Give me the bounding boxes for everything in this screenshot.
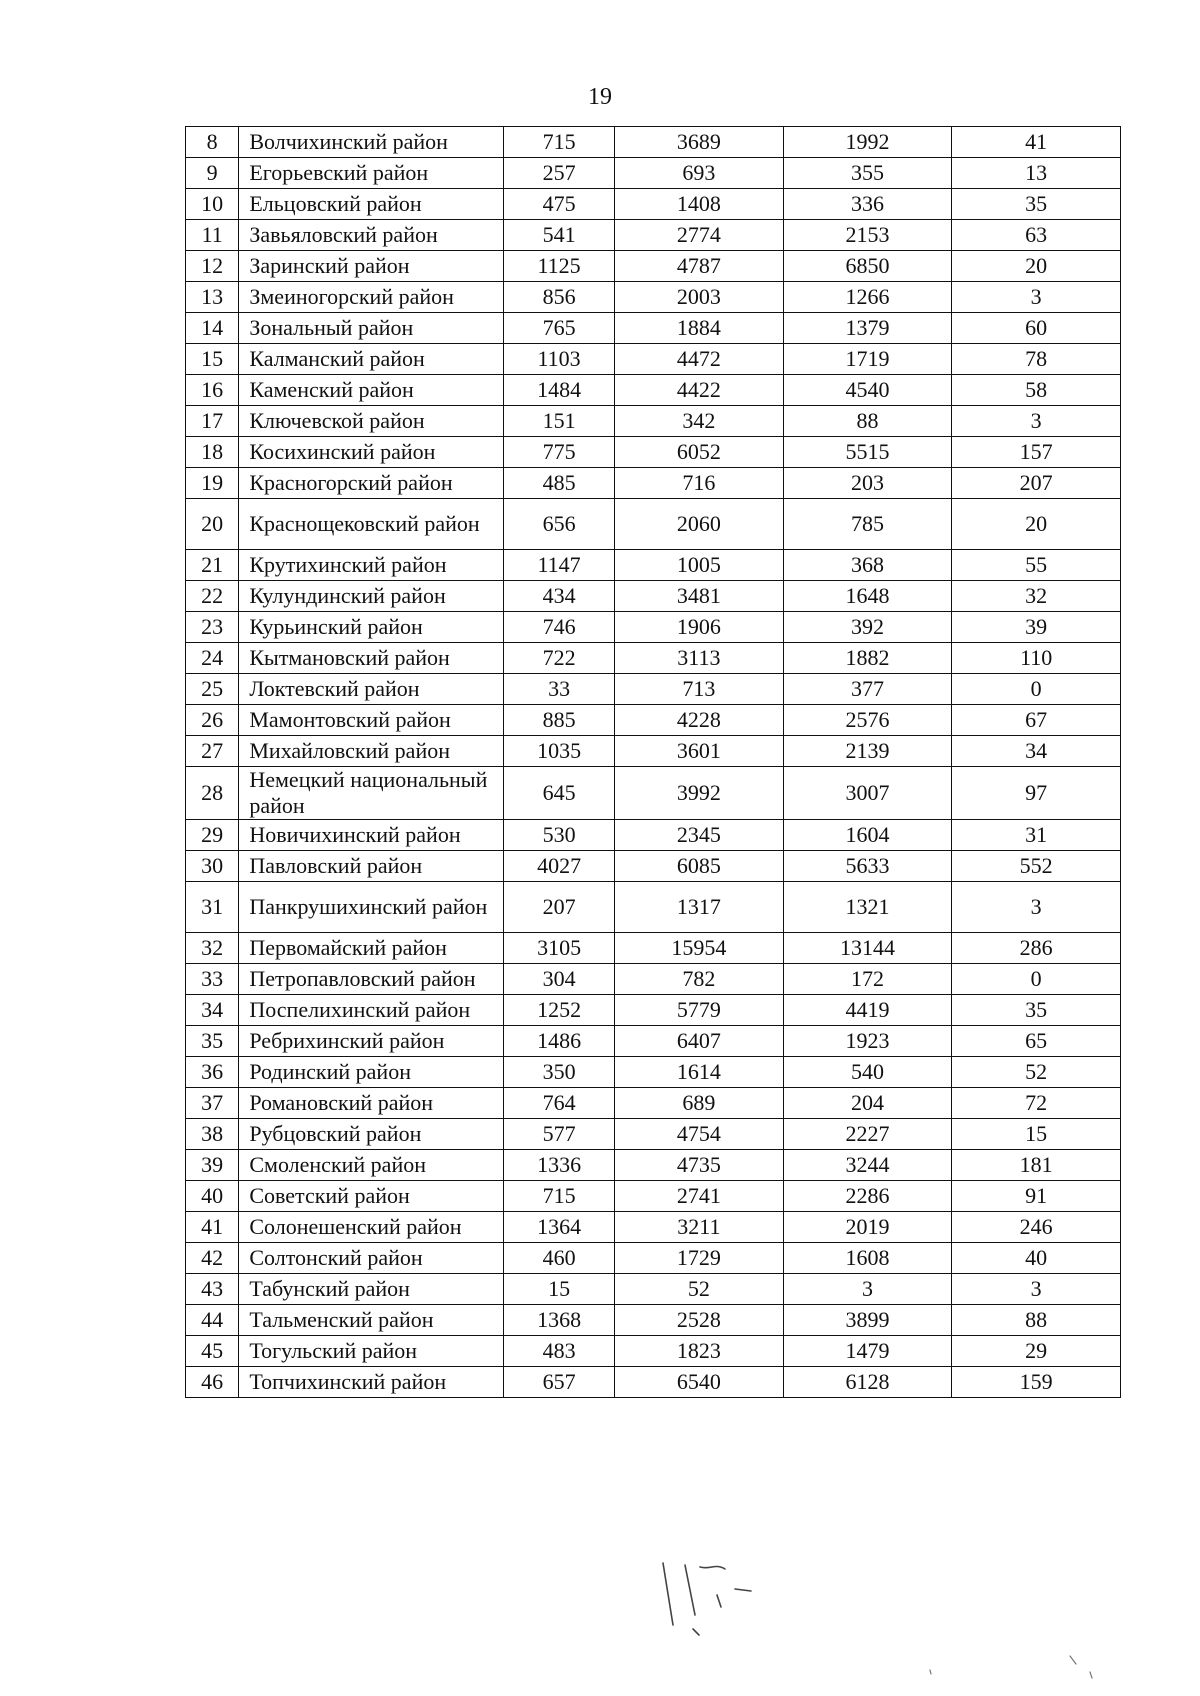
value-col-4: 207 <box>952 468 1121 499</box>
district-name: Табунский район <box>239 1274 504 1305</box>
value-col-1: 460 <box>504 1243 615 1274</box>
value-col-2: 716 <box>615 468 784 499</box>
value-col-4: 72 <box>952 1088 1121 1119</box>
value-col-1: 485 <box>504 468 615 499</box>
district-table <box>185 126 1121 1398</box>
table-row <box>186 736 1121 767</box>
value-col-1: 207 <box>504 882 615 933</box>
value-col-1: 1364 <box>504 1212 615 1243</box>
value-col-1: 856 <box>504 282 615 313</box>
district-name: Локтевский район <box>239 674 504 705</box>
row-number: 32 <box>186 933 239 964</box>
district-name: Ключевской район <box>239 406 504 437</box>
value-col-2: 1729 <box>615 1243 784 1274</box>
table-row <box>186 674 1121 705</box>
page-number: 19 <box>588 84 612 110</box>
value-col-2: 713 <box>615 674 784 705</box>
row-number: 13 <box>186 282 239 313</box>
district-name: Кулундинский район <box>239 581 504 612</box>
value-col-2: 3211 <box>615 1212 784 1243</box>
value-col-1: 722 <box>504 643 615 674</box>
value-col-3: 3007 <box>783 767 952 820</box>
table-row <box>186 437 1121 468</box>
table-row <box>186 313 1121 344</box>
value-col-2: 6407 <box>615 1026 784 1057</box>
value-col-4: 60 <box>952 313 1121 344</box>
table-row <box>186 1305 1121 1336</box>
value-col-1: 541 <box>504 220 615 251</box>
district-name: Змеиногорский район <box>239 282 504 313</box>
district-name: Тальменский район <box>239 1305 504 1336</box>
value-col-4: 29 <box>952 1336 1121 1367</box>
district-name: Ребрихинский район <box>239 1026 504 1057</box>
district-name: Романовский район <box>239 1088 504 1119</box>
value-col-2: 15954 <box>615 933 784 964</box>
value-col-4: 3 <box>952 882 1121 933</box>
district-name: Родинский район <box>239 1057 504 1088</box>
table-row <box>186 375 1121 406</box>
table-row <box>186 220 1121 251</box>
value-col-3: 3 <box>783 1274 952 1305</box>
district-name: Кытмановский район <box>239 643 504 674</box>
row-number: 25 <box>186 674 239 705</box>
value-col-1: 33 <box>504 674 615 705</box>
value-col-3: 4540 <box>783 375 952 406</box>
district-name: Тогульский район <box>239 1336 504 1367</box>
row-number: 27 <box>186 736 239 767</box>
value-col-3: 6128 <box>783 1367 952 1398</box>
row-number: 9 <box>186 158 239 189</box>
value-col-4: 40 <box>952 1243 1121 1274</box>
value-col-4: 34 <box>952 736 1121 767</box>
table-row <box>186 1274 1121 1305</box>
value-col-1: 715 <box>504 1181 615 1212</box>
value-col-2: 3481 <box>615 581 784 612</box>
value-col-3: 1719 <box>783 344 952 375</box>
value-col-2: 3601 <box>615 736 784 767</box>
district-name: Немецкий национальный район <box>239 767 504 820</box>
table-row <box>186 1212 1121 1243</box>
row-number: 12 <box>186 251 239 282</box>
value-col-4: 32 <box>952 581 1121 612</box>
row-number: 20 <box>186 499 239 550</box>
row-number: 37 <box>186 1088 239 1119</box>
value-col-4: 246 <box>952 1212 1121 1243</box>
value-col-2: 2774 <box>615 220 784 251</box>
district-name: Павловский район <box>239 851 504 882</box>
table-row <box>186 158 1121 189</box>
table-row <box>186 406 1121 437</box>
district-name: Советский район <box>239 1181 504 1212</box>
table-row <box>186 1367 1121 1398</box>
row-number: 35 <box>186 1026 239 1057</box>
row-number: 18 <box>186 437 239 468</box>
value-col-2: 2345 <box>615 820 784 851</box>
row-number: 30 <box>186 851 239 882</box>
value-col-1: 1336 <box>504 1150 615 1181</box>
value-col-4: 3 <box>952 282 1121 313</box>
value-col-4: 0 <box>952 674 1121 705</box>
value-col-2: 4472 <box>615 344 784 375</box>
value-col-4: 181 <box>952 1150 1121 1181</box>
value-col-1: 657 <box>504 1367 615 1398</box>
value-col-4: 65 <box>952 1026 1121 1057</box>
value-col-2: 4754 <box>615 1119 784 1150</box>
table-row <box>186 468 1121 499</box>
district-name: Завьяловский район <box>239 220 504 251</box>
table-row <box>186 612 1121 643</box>
value-col-2: 3992 <box>615 767 784 820</box>
value-col-2: 1614 <box>615 1057 784 1088</box>
value-col-4: 39 <box>952 612 1121 643</box>
value-col-2: 1906 <box>615 612 784 643</box>
value-col-2: 2741 <box>615 1181 784 1212</box>
value-col-4: 35 <box>952 189 1121 220</box>
value-col-1: 1103 <box>504 344 615 375</box>
value-col-4: 55 <box>952 550 1121 581</box>
value-col-2: 1884 <box>615 313 784 344</box>
value-col-3: 2576 <box>783 705 952 736</box>
value-col-4: 3 <box>952 406 1121 437</box>
value-col-2: 1823 <box>615 1336 784 1367</box>
table-row <box>186 189 1121 220</box>
value-col-3: 1648 <box>783 581 952 612</box>
value-col-1: 1368 <box>504 1305 615 1336</box>
value-col-4: 20 <box>952 251 1121 282</box>
value-col-3: 1923 <box>783 1026 952 1057</box>
value-col-3: 1266 <box>783 282 952 313</box>
value-col-1: 885 <box>504 705 615 736</box>
value-col-3: 2019 <box>783 1212 952 1243</box>
value-col-1: 434 <box>504 581 615 612</box>
value-col-1: 765 <box>504 313 615 344</box>
row-number: 24 <box>186 643 239 674</box>
row-number: 28 <box>186 767 239 820</box>
value-col-3: 368 <box>783 550 952 581</box>
district-name: Красногорский район <box>239 468 504 499</box>
table-row <box>186 1243 1121 1274</box>
row-number: 34 <box>186 995 239 1026</box>
district-name: Солонешенский район <box>239 1212 504 1243</box>
value-col-3: 5633 <box>783 851 952 882</box>
handwritten-signature <box>655 1555 805 1645</box>
value-col-3: 4419 <box>783 995 952 1026</box>
value-col-3: 1479 <box>783 1336 952 1367</box>
table-row <box>186 1026 1121 1057</box>
value-col-4: 67 <box>952 705 1121 736</box>
value-col-2: 6540 <box>615 1367 784 1398</box>
row-number: 38 <box>186 1119 239 1150</box>
district-name: Солтонский район <box>239 1243 504 1274</box>
table-row <box>186 1336 1121 1367</box>
row-number: 40 <box>186 1181 239 1212</box>
value-col-2: 2003 <box>615 282 784 313</box>
value-col-2: 4422 <box>615 375 784 406</box>
table-row <box>186 1150 1121 1181</box>
value-col-1: 1035 <box>504 736 615 767</box>
table-row <box>186 705 1121 736</box>
table-row <box>186 1057 1121 1088</box>
value-col-4: 78 <box>952 344 1121 375</box>
value-col-3: 3899 <box>783 1305 952 1336</box>
table-row <box>186 933 1121 964</box>
table-row <box>186 1088 1121 1119</box>
row-number: 42 <box>186 1243 239 1274</box>
value-col-4: 159 <box>952 1367 1121 1398</box>
value-col-2: 4228 <box>615 705 784 736</box>
value-col-3: 355 <box>783 158 952 189</box>
value-col-4: 31 <box>952 820 1121 851</box>
district-name: Косихинский район <box>239 437 504 468</box>
value-col-3: 2286 <box>783 1181 952 1212</box>
value-col-1: 577 <box>504 1119 615 1150</box>
table-row <box>186 767 1121 820</box>
district-name: Новичихинский район <box>239 820 504 851</box>
value-col-3: 2139 <box>783 736 952 767</box>
row-number: 21 <box>186 550 239 581</box>
value-col-2: 4735 <box>615 1150 784 1181</box>
value-col-4: 97 <box>952 767 1121 820</box>
row-number: 29 <box>186 820 239 851</box>
table-row <box>186 550 1121 581</box>
value-col-2: 2060 <box>615 499 784 550</box>
value-col-4: 52 <box>952 1057 1121 1088</box>
value-col-2: 693 <box>615 158 784 189</box>
district-name: Волчихинский район <box>239 127 504 158</box>
district-name: Егорьевский район <box>239 158 504 189</box>
district-name: Крутихинский район <box>239 550 504 581</box>
row-number: 8 <box>186 127 239 158</box>
value-col-2: 1005 <box>615 550 784 581</box>
value-col-3: 1608 <box>783 1243 952 1274</box>
value-col-1: 656 <box>504 499 615 550</box>
value-col-2: 6085 <box>615 851 784 882</box>
value-col-1: 350 <box>504 1057 615 1088</box>
table-row <box>186 251 1121 282</box>
value-col-1: 1484 <box>504 375 615 406</box>
value-col-2: 5779 <box>615 995 784 1026</box>
value-col-3: 13144 <box>783 933 952 964</box>
value-col-4: 88 <box>952 1305 1121 1336</box>
value-col-1: 715 <box>504 127 615 158</box>
value-col-3: 203 <box>783 468 952 499</box>
row-number: 15 <box>186 344 239 375</box>
row-number: 41 <box>186 1212 239 1243</box>
value-col-4: 157 <box>952 437 1121 468</box>
row-number: 23 <box>186 612 239 643</box>
row-number: 11 <box>186 220 239 251</box>
district-name: Панкрушихинский район <box>239 882 504 933</box>
value-col-1: 15 <box>504 1274 615 1305</box>
district-name: Рубцовский район <box>239 1119 504 1150</box>
value-col-1: 4027 <box>504 851 615 882</box>
row-number: 19 <box>186 468 239 499</box>
value-col-3: 1379 <box>783 313 952 344</box>
table-row <box>186 282 1121 313</box>
value-col-1: 257 <box>504 158 615 189</box>
scan-specks <box>900 1650 1100 1690</box>
table-row <box>186 1181 1121 1212</box>
district-name: Каменский район <box>239 375 504 406</box>
row-number: 44 <box>186 1305 239 1336</box>
value-col-3: 1321 <box>783 882 952 933</box>
district-name: Топчихинский район <box>239 1367 504 1398</box>
table-row <box>186 995 1121 1026</box>
table-row <box>186 882 1121 933</box>
value-col-3: 2153 <box>783 220 952 251</box>
table-row <box>186 499 1121 550</box>
value-col-3: 336 <box>783 189 952 220</box>
value-col-4: 286 <box>952 933 1121 964</box>
district-name: Зональный район <box>239 313 504 344</box>
district-name: Михайловский район <box>239 736 504 767</box>
row-number: 31 <box>186 882 239 933</box>
row-number: 14 <box>186 313 239 344</box>
value-col-4: 0 <box>952 964 1121 995</box>
value-col-1: 1252 <box>504 995 615 1026</box>
value-col-3: 540 <box>783 1057 952 1088</box>
value-col-1: 475 <box>504 189 615 220</box>
district-name: Калманский район <box>239 344 504 375</box>
value-col-1: 1147 <box>504 550 615 581</box>
value-col-4: 20 <box>952 499 1121 550</box>
district-name: Петропавловский район <box>239 964 504 995</box>
value-col-1: 746 <box>504 612 615 643</box>
value-col-3: 1604 <box>783 820 952 851</box>
value-col-1: 764 <box>504 1088 615 1119</box>
value-col-2: 3689 <box>615 127 784 158</box>
value-col-4: 63 <box>952 220 1121 251</box>
value-col-2: 3113 <box>615 643 784 674</box>
table-row <box>186 851 1121 882</box>
district-name: Поспелихинский район <box>239 995 504 1026</box>
value-col-1: 645 <box>504 767 615 820</box>
table-row <box>186 820 1121 851</box>
value-col-4: 41 <box>952 127 1121 158</box>
value-col-3: 172 <box>783 964 952 995</box>
value-col-3: 1992 <box>783 127 952 158</box>
value-col-4: 91 <box>952 1181 1121 1212</box>
value-col-4: 35 <box>952 995 1121 1026</box>
value-col-3: 785 <box>783 499 952 550</box>
value-col-2: 4787 <box>615 251 784 282</box>
value-col-4: 13 <box>952 158 1121 189</box>
value-col-3: 204 <box>783 1088 952 1119</box>
row-number: 22 <box>186 581 239 612</box>
district-name: Мамонтовский район <box>239 705 504 736</box>
value-col-1: 1125 <box>504 251 615 282</box>
value-col-2: 689 <box>615 1088 784 1119</box>
value-col-3: 6850 <box>783 251 952 282</box>
value-col-4: 110 <box>952 643 1121 674</box>
table-row <box>186 344 1121 375</box>
value-col-2: 2528 <box>615 1305 784 1336</box>
table-row <box>186 964 1121 995</box>
row-number: 17 <box>186 406 239 437</box>
value-col-4: 58 <box>952 375 1121 406</box>
value-col-1: 483 <box>504 1336 615 1367</box>
value-col-3: 2227 <box>783 1119 952 1150</box>
table-body <box>186 127 1121 1398</box>
row-number: 36 <box>186 1057 239 1088</box>
row-number: 10 <box>186 189 239 220</box>
value-col-4: 552 <box>952 851 1121 882</box>
table-row <box>186 581 1121 612</box>
value-col-2: 52 <box>615 1274 784 1305</box>
value-col-2: 1317 <box>615 882 784 933</box>
row-number: 39 <box>186 1150 239 1181</box>
district-name: Смоленский район <box>239 1150 504 1181</box>
row-number: 43 <box>186 1274 239 1305</box>
value-col-1: 304 <box>504 964 615 995</box>
row-number: 46 <box>186 1367 239 1398</box>
table-row <box>186 127 1121 158</box>
value-col-3: 1882 <box>783 643 952 674</box>
value-col-2: 342 <box>615 406 784 437</box>
value-col-1: 3105 <box>504 933 615 964</box>
district-name: Заринский район <box>239 251 504 282</box>
value-col-1: 530 <box>504 820 615 851</box>
value-col-1: 775 <box>504 437 615 468</box>
district-name: Ельцовский район <box>239 189 504 220</box>
value-col-4: 15 <box>952 1119 1121 1150</box>
value-col-4: 3 <box>952 1274 1121 1305</box>
table-row <box>186 1119 1121 1150</box>
value-col-3: 377 <box>783 674 952 705</box>
district-name: Краснощековский район <box>239 499 504 550</box>
value-col-3: 88 <box>783 406 952 437</box>
table-row <box>186 643 1121 674</box>
district-name: Первомайский район <box>239 933 504 964</box>
row-number: 26 <box>186 705 239 736</box>
row-number: 16 <box>186 375 239 406</box>
value-col-2: 6052 <box>615 437 784 468</box>
value-col-3: 3244 <box>783 1150 952 1181</box>
value-col-1: 151 <box>504 406 615 437</box>
value-col-3: 5515 <box>783 437 952 468</box>
district-name: Курьинский район <box>239 612 504 643</box>
row-number: 33 <box>186 964 239 995</box>
value-col-2: 782 <box>615 964 784 995</box>
row-number: 45 <box>186 1336 239 1367</box>
value-col-2: 1408 <box>615 189 784 220</box>
value-col-1: 1486 <box>504 1026 615 1057</box>
value-col-3: 392 <box>783 612 952 643</box>
